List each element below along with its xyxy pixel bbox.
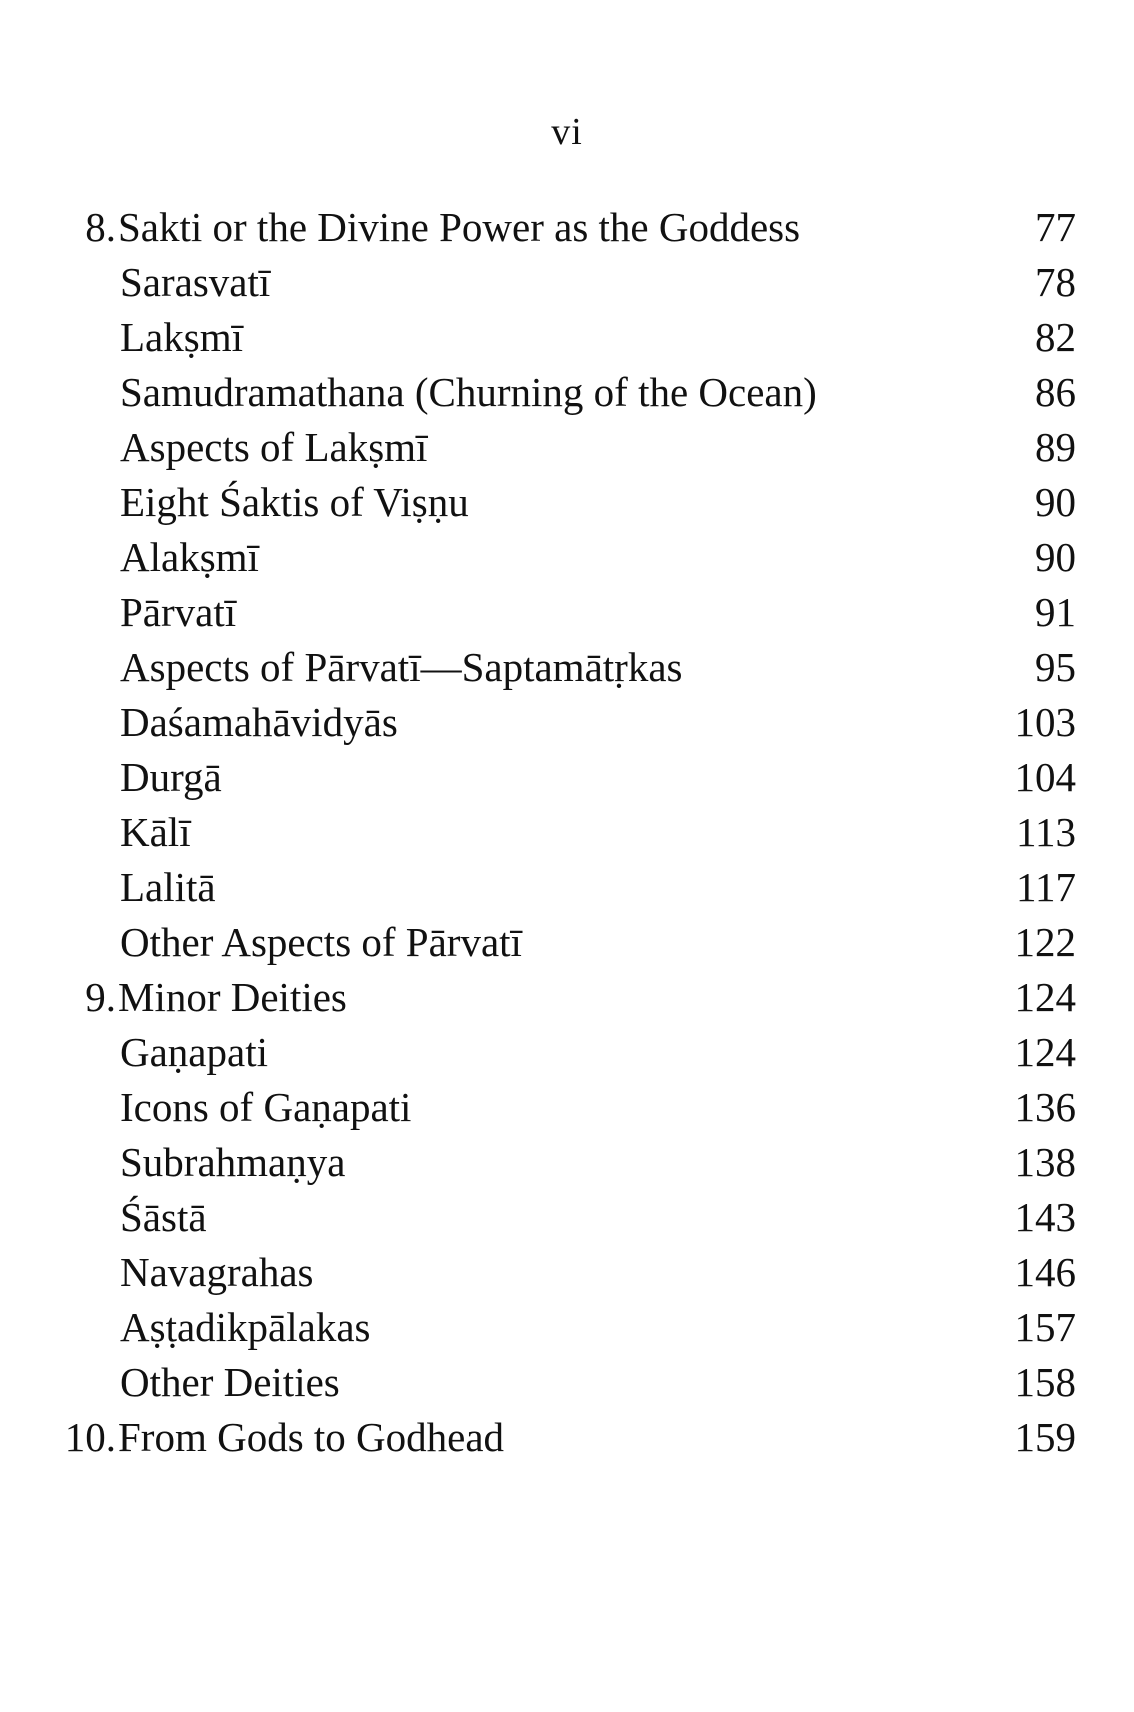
entry-page-number: 90 [1035, 534, 1076, 580]
toc-entry[interactable] [0, 860, 1134, 915]
entry-title: Lalitā [120, 864, 216, 910]
entry-title: Icons of Gaṇapati [120, 1084, 412, 1130]
entry-title: From Gods to Godhead [118, 1414, 505, 1460]
toc-entry[interactable] [0, 255, 1134, 310]
entry-title: Aṣṭadikpālakas [120, 1304, 371, 1350]
entry-page-number: 91 [1035, 589, 1076, 635]
toc-entry-chapter-8[interactable] [0, 200, 1134, 255]
toc-entry[interactable] [0, 530, 1134, 585]
entry-page-number: 158 [1014, 1359, 1076, 1405]
entry-page-number: 104 [1014, 754, 1076, 800]
chapter-number: 10. [64, 1414, 116, 1460]
entry-title: Eight Śaktis of Viṣṇu [120, 479, 469, 525]
toc-entry[interactable] [0, 695, 1134, 750]
table-of-contents [0, 200, 1134, 1465]
entry-page-number: 90 [1035, 479, 1076, 525]
toc-entry[interactable] [0, 1025, 1134, 1080]
entry-title: Lakṣmī [120, 314, 243, 360]
toc-entry[interactable] [0, 1135, 1134, 1190]
entry-title: Śāstā [120, 1194, 207, 1240]
entry-title: Aspects of Pārvatī—Saptamātṛkas [120, 644, 683, 690]
entry-page-number: 138 [1014, 1139, 1076, 1185]
toc-entry[interactable] [0, 585, 1134, 640]
entry-title: Sarasvatī [120, 259, 271, 305]
entry-page-number: 82 [1035, 314, 1076, 360]
entry-title: Samudramathana (Churning of the Ocean) [120, 369, 817, 415]
entry-page-number: 89 [1035, 424, 1076, 470]
toc-entry-chapter-9[interactable] [0, 970, 1134, 1025]
entry-page-number: 159 [1014, 1414, 1076, 1460]
entry-title: Kālī [120, 809, 191, 855]
page-number: vi [551, 111, 583, 153]
entry-title: Other Aspects of Pārvatī [120, 919, 522, 965]
entry-title: Minor Deities [118, 974, 347, 1020]
entry-title: Daśamahāvidyās [120, 699, 398, 745]
toc-entry[interactable] [0, 1300, 1134, 1355]
toc-entry[interactable] [0, 640, 1134, 695]
toc-entry[interactable] [0, 1080, 1134, 1135]
entry-title: Durgā [120, 754, 222, 800]
entry-page-number: 122 [1014, 919, 1076, 965]
entry-page-number: 157 [1014, 1304, 1076, 1350]
toc-entry[interactable] [0, 475, 1134, 530]
toc-entry[interactable] [0, 420, 1134, 475]
entry-title: Gaṇapati [120, 1029, 268, 1075]
toc-entry[interactable] [0, 1355, 1134, 1410]
toc-entry-chapter-10[interactable] [0, 1410, 1134, 1465]
entry-page-number: 124 [1014, 1029, 1076, 1075]
entry-title: Alakṣmī [120, 534, 259, 580]
entry-page-number: 124 [1014, 974, 1076, 1020]
chapter-number: 8. [85, 204, 116, 250]
entry-page-number: 136 [1014, 1084, 1076, 1130]
entry-page-number: 95 [1035, 644, 1076, 690]
toc-entry[interactable] [0, 310, 1134, 365]
entry-title: Aspects of Lakṣmī [120, 424, 428, 470]
chapter-number: 9. [85, 974, 116, 1020]
entry-page-number: 117 [1016, 864, 1076, 910]
toc-entry[interactable] [0, 1245, 1134, 1300]
toc-entry[interactable] [0, 805, 1134, 860]
entry-title: Pārvatī [120, 589, 237, 635]
entry-title: Subrahmaṇya [120, 1139, 346, 1185]
entry-page-number: 78 [1035, 259, 1076, 305]
entry-title: Navagrahas [120, 1249, 314, 1295]
toc-entry[interactable] [0, 365, 1134, 420]
entry-title: Other Deities [120, 1359, 340, 1405]
entry-page-number: 143 [1014, 1194, 1076, 1240]
toc-entry[interactable] [0, 1190, 1134, 1245]
entry-page-number: 103 [1014, 699, 1076, 745]
entry-title: Sakti or the Divine Power as the Goddess [118, 204, 801, 250]
entry-page-number: 113 [1016, 809, 1076, 855]
toc-entry[interactable] [0, 915, 1134, 970]
toc-entry[interactable] [0, 750, 1134, 805]
entry-page-number: 86 [1035, 369, 1076, 415]
entry-page-number: 77 [1035, 204, 1076, 250]
entry-page-number: 146 [1014, 1249, 1076, 1295]
